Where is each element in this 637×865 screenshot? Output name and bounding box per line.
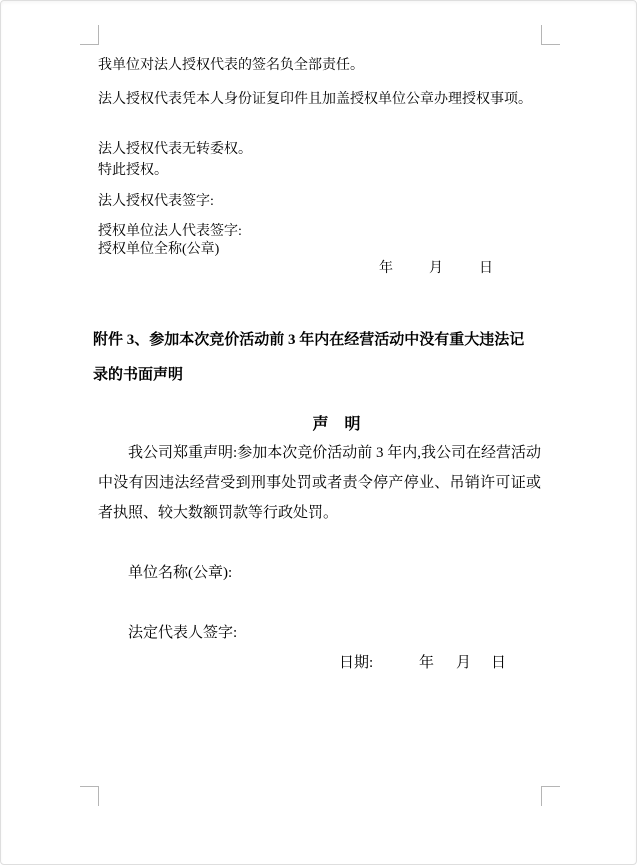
para-hereby-authorize: 特此授权。 [98, 163, 168, 178]
crop-mark-bottom-left [80, 786, 99, 806]
label-unit-name-seal: 单位名称(公章): [128, 565, 233, 581]
label-legal-rep-signature: 法定代表人签字: [128, 625, 238, 641]
attachment3-heading [93, 323, 544, 393]
crop-mark-bottom-right [541, 786, 560, 806]
para-no-delegation: 法人授权代表无转委权。 [98, 142, 252, 157]
date-month-label: 月 [456, 655, 472, 671]
date-year-label: 年 [379, 261, 393, 276]
label-unit-legal-rep-signature: 授权单位法人代表签字: [98, 224, 242, 239]
label-unit-full-name-seal: 授权单位全称(公章) [98, 242, 220, 257]
authorization-date-line [98, 260, 544, 280]
attachment3-heading-line1: 附件 3、参加本次竞价活动前 3 年内在经营活动中没有重大违法记 [93, 332, 525, 348]
para-signature-responsibility: 我单位对法人授权代表的签名负全部责任。 [98, 58, 364, 73]
crop-mark-top-left [80, 25, 99, 45]
crop-mark-top-right [541, 25, 560, 45]
declaration-body: 我公司郑重声明:参加本次竞价活动前 3 年内,我公司在经营活动中没有因违法经营受到刑事处罚或者责令停产停业、吊销许可证或者执照、较大数额罚款等行政处罚。 [98, 445, 541, 521]
date-day-label: 日 [479, 261, 493, 276]
declaration-date-line [98, 653, 544, 673]
attachment3-heading-line2: 录的书面声明 [93, 367, 184, 383]
para-id-copy-seal: 法人授权代表凭本人身份证复印件且加盖授权单位公章办理授权事项。 [98, 92, 532, 107]
date-year-label: 年 [419, 655, 435, 671]
declaration-title: 声 明 [312, 416, 361, 433]
date-day-label: 日 [491, 655, 507, 671]
label-authorized-rep-signature: 法人授权代表签字: [98, 194, 214, 209]
date-label: 日期: [339, 655, 374, 671]
date-month-label: 月 [429, 261, 443, 276]
